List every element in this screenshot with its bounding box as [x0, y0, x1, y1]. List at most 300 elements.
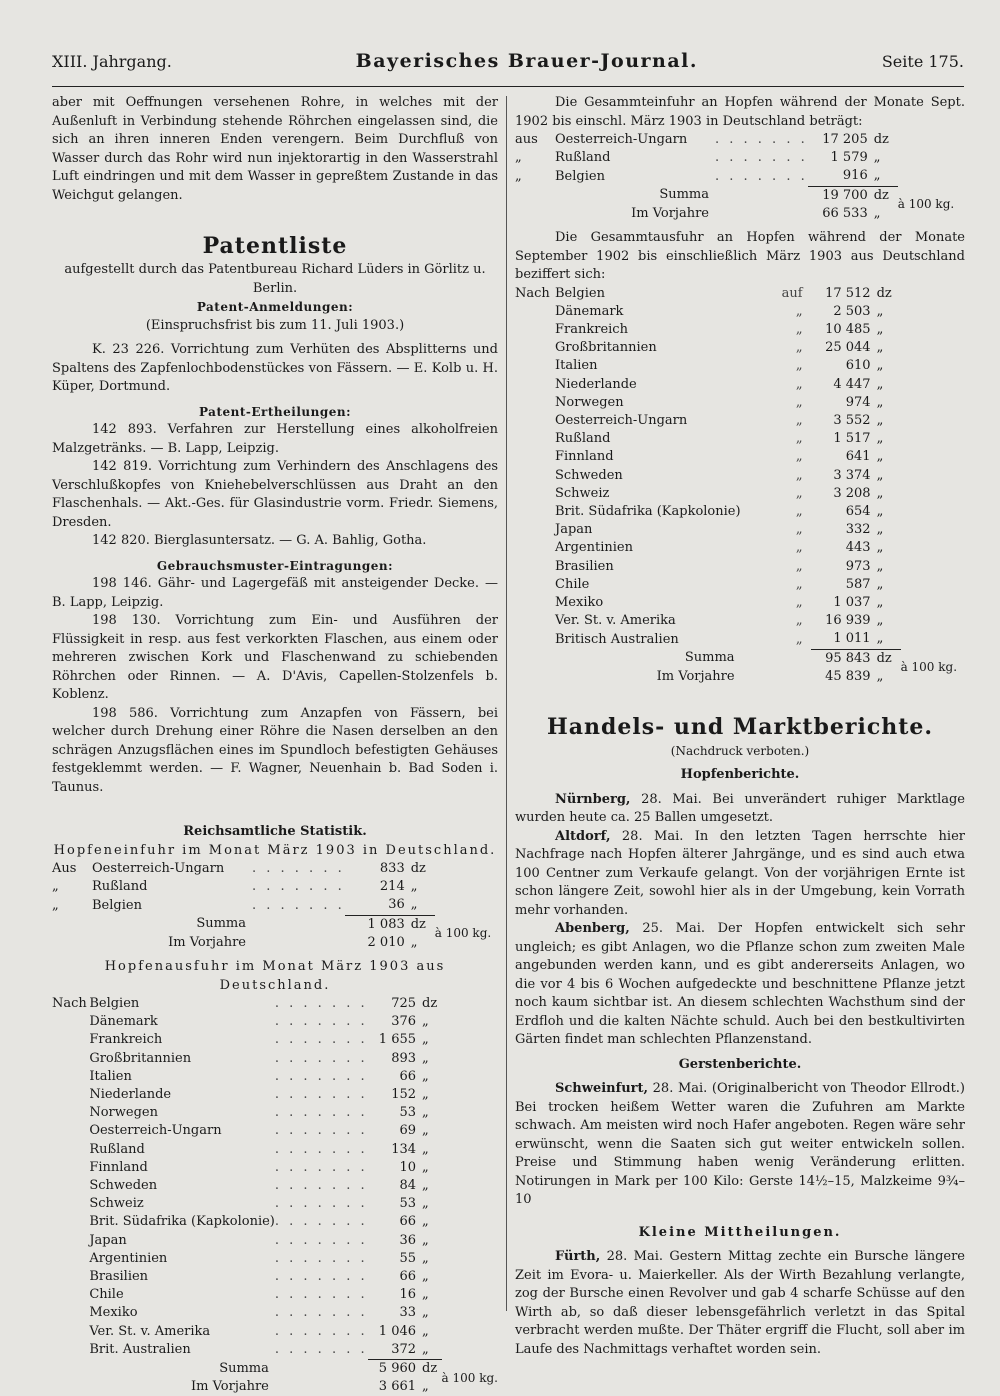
leader-dots: . . . . . . .: [274, 1050, 368, 1066]
leader-dots: . . . . . . .: [252, 897, 345, 913]
prev-year-unit: „: [410, 934, 418, 950]
table-row: [515, 131, 954, 149]
market-reports-title: Handels- und Marktberichte.: [546, 713, 934, 740]
quantity-unit: „: [876, 540, 884, 556]
patent-applications-heading: Patent-Anmeldungen:: [196, 300, 354, 314]
country-name: Oesterreich-Ungarn: [89, 1123, 222, 1139]
hop-report-entry: [515, 920, 965, 1050]
sum-unit: dz: [416, 1360, 442, 1379]
quantity-value: 66: [399, 1269, 417, 1285]
table-row: [52, 1304, 498, 1322]
table-row: [515, 467, 957, 485]
prev-year-value: 3 661: [378, 1379, 417, 1395]
quantity-unit: „: [876, 485, 884, 501]
right-column: [515, 94, 965, 1359]
prev-year-row: [515, 205, 954, 223]
report-place: Abenberg,: [555, 921, 630, 937]
report-text: 28. Mai. (Originalbericht von Theodor Ellrodt.) Bei trocken heißem Wetter waren die Zufuhren am Markte schwach. Am meisten wird noch Hafer angeboten. Regen wäre sehr erwünscht, wenn die Saaten sich gut weiter entwickeln sollen. Preise und Stimmung haben wenig Veränderung erlitten. Notirungen in Mark per 100 Kilo: Gerste 14½–15, Malzkeime 9¾–10: [515, 1081, 965, 1208]
country-prefix: [52, 1268, 89, 1286]
quantity-unit: dz: [876, 285, 892, 301]
table-row: [515, 539, 957, 557]
country-name: Großbritannien: [89, 1050, 192, 1066]
leader-dots: . . . . . . .: [274, 1232, 368, 1248]
table-row: [52, 1341, 498, 1360]
short-news-entry: [515, 1248, 965, 1359]
quantity-value: 2 503: [833, 303, 871, 319]
table-row: [52, 1177, 498, 1195]
table-row: [52, 1068, 498, 1086]
quantity-unit: „: [422, 1178, 429, 1194]
quantity-value: 916: [842, 168, 868, 184]
country-name: Dänemark: [89, 1014, 158, 1030]
total-export-intro: Die Gesammtausfuhr an Hopfen während der Monate September 1902 bis einschließlich März 1903 aus Deutschland beziffert sich:: [515, 230, 965, 283]
country-name: Brit. Südafrika (Kapkolonie): [555, 503, 741, 519]
quantity-mark: „: [795, 503, 803, 519]
country-name: Britisch Australien: [555, 631, 679, 647]
leader-dots: . . . . . . .: [274, 1287, 368, 1303]
country-prefix: „: [52, 879, 59, 895]
country-prefix: [515, 357, 555, 375]
country-name: Norwegen: [89, 1105, 158, 1121]
report-place: Nürnberg,: [555, 791, 631, 807]
table-row: [52, 1104, 498, 1122]
country-name: Argentinien: [555, 540, 633, 556]
sum-value: 5 960: [368, 1360, 416, 1379]
country-prefix: [52, 1323, 89, 1341]
hop-reports-heading: Hopfenberichte.: [680, 767, 800, 783]
total-export-table: [515, 285, 957, 686]
quantity-mark: „: [795, 631, 803, 647]
left-column: [52, 94, 498, 1396]
leader-dots: . . . . . . .: [274, 1214, 368, 1230]
prev-year-value: 2 010: [367, 934, 405, 950]
country-name: Oesterreich-Ungarn: [555, 132, 688, 147]
country-prefix: [52, 1031, 89, 1049]
quantity-value: 725: [391, 996, 417, 1012]
quantity-mark: „: [795, 321, 803, 337]
quantity-mark: „: [795, 467, 803, 483]
quantity-mark: „: [795, 394, 803, 410]
country-name: Belgien: [92, 897, 142, 913]
quantity-value: 36: [388, 897, 405, 913]
leader-dots: . . . . . . .: [715, 150, 808, 166]
table-row: [515, 167, 954, 186]
quantity-value: 3 208: [833, 485, 871, 501]
quantity-unit: „: [422, 1196, 429, 1212]
patent-grant-entry: 142 820. Bierglasuntersatz. — G. A. Bahlig, Gotha.: [92, 533, 427, 548]
leader-dots: . . . . . . .: [252, 879, 345, 895]
country-prefix: [52, 1195, 89, 1213]
country-prefix: Nach: [515, 285, 550, 301]
country-prefix: aus: [515, 132, 538, 147]
quantity-mark: „: [795, 358, 803, 374]
prev-year-row: [52, 1378, 498, 1396]
patent-list-title: Patentliste: [202, 233, 348, 259]
leader-dots: . . . . . . .: [274, 1087, 368, 1103]
quantity-mark: „: [795, 412, 803, 428]
sum-value: 19 700: [808, 186, 868, 205]
quantity-mark: „: [795, 340, 803, 356]
hop-import-table: [52, 860, 491, 952]
table-row: [52, 1031, 498, 1049]
table-row: [515, 394, 957, 412]
sum-row: [52, 1360, 498, 1379]
quantity-unit: „: [422, 1214, 429, 1230]
quantity-unit: „: [422, 1323, 429, 1339]
page-number: Seite 175.: [881, 52, 964, 71]
country-prefix: [515, 376, 555, 394]
country-prefix: [52, 1159, 89, 1177]
leader-dots: . . . . . . .: [274, 1305, 368, 1321]
unit-note: à 100 kg.: [900, 660, 958, 675]
table-row: [515, 303, 957, 321]
quantity-value: 3 374: [833, 467, 871, 483]
country-name: Frankreich: [555, 321, 628, 337]
hop-export-title: Hopfenausfuhr im Monat März 1903 aus Deutschland.: [104, 959, 446, 993]
patent-grant-entry: 142 893. Verfahren zur Herstellung eines alkoholfreien Malzgetränks. — B. Lapp, Leipzig.: [52, 422, 498, 456]
country-name: Norwegen: [555, 394, 624, 410]
unit-note: à 100 kg.: [441, 1370, 498, 1385]
report-place: Fürth,: [555, 1249, 601, 1265]
quantity-value: 3 552: [833, 412, 871, 428]
hop-report-entry: [515, 828, 965, 921]
reprint-note: (Nachdruck verboten.): [670, 743, 810, 758]
journal-title: Bayerisches Brauer-Journal.: [355, 50, 699, 72]
country-name: Ver. St. v. Amerika: [89, 1323, 211, 1339]
table-row: [52, 1086, 498, 1104]
quantity-unit: „: [876, 631, 884, 647]
quantity-unit: „: [422, 1232, 429, 1248]
quantity-mark: „: [795, 594, 803, 610]
country-name: Schweden: [555, 467, 623, 483]
country-prefix: [52, 1086, 89, 1104]
country-prefix: Aus: [52, 861, 77, 876]
quantity-mark: „: [795, 376, 803, 392]
quantity-mark: „: [795, 303, 803, 319]
table-row: [515, 558, 957, 576]
objection-period: (Einspruchsfrist bis zum 11. Juli 1903.): [145, 317, 405, 333]
table-row: [515, 321, 957, 339]
leader-dots: . . . . . . .: [274, 1105, 368, 1121]
country-prefix: Nach: [52, 996, 87, 1012]
quantity-unit: „: [422, 1250, 429, 1266]
utility-models-heading: Gebrauchsmuster-Eintragungen:: [156, 558, 394, 573]
prev-year-value: 66 533: [822, 205, 868, 221]
quantity-mark: auf: [781, 285, 803, 301]
quantity-mark: „: [795, 449, 803, 465]
country-name: Ver. St. v. Amerika: [555, 613, 676, 629]
table-row: [515, 285, 957, 303]
table-row: [515, 630, 957, 649]
country-prefix: [515, 539, 555, 557]
table-row: [515, 149, 954, 167]
country-name: Finnland: [555, 449, 614, 465]
report-place: Schweinfurt,: [555, 1081, 649, 1097]
quantity-value: 33: [399, 1305, 417, 1321]
prev-year-label: Im Vorjahre: [190, 1379, 269, 1395]
sum-row: [515, 186, 954, 205]
table-row: [52, 1159, 498, 1177]
sum-label: Summa: [196, 916, 246, 932]
country-name: Belgien: [555, 168, 605, 184]
short-news-heading: Kleine Mittheilungen.: [638, 1224, 842, 1240]
country-name: Niederlande: [89, 1087, 172, 1103]
prev-year-unit: „: [422, 1379, 429, 1395]
quantity-unit: „: [422, 1305, 429, 1321]
quantity-value: 36: [399, 1232, 417, 1248]
quantity-unit: „: [876, 358, 884, 374]
quantity-unit: „: [422, 1032, 429, 1048]
quantity-unit: „: [422, 1123, 429, 1139]
country-name: Brasilien: [89, 1269, 149, 1285]
quantity-value: 152: [391, 1087, 417, 1103]
table-row: [52, 1141, 498, 1159]
report-text: 28. Mai. In den letzten Tagen herrschte hier Nachfrage nach Hopfen älterer Jahrgänge, und es sind auch etwa 100 Centner zum Verkaufe gelangt. Von der vorjährigen Ernte ist schon längere Zeit, sowohl hier als in der Umgebung, kein Vorrath mehr vorhanden.: [515, 828, 965, 918]
quantity-unit: „: [422, 1068, 429, 1084]
utility-model-entry: 198 586. Vorrichtung zum Anzapfen von Fässern, bei welcher durch Drehung einer Röhre die Nasen derselben an den schrägen Anzugsflächen eines im Spundloch befestigten Gehäuses festgeklemmt werden. — F. Wagner, Neuenhain b. Bad Soden i. Taunus.: [52, 705, 498, 795]
country-name: Japan: [89, 1232, 127, 1248]
country-name: Schweden: [89, 1178, 158, 1194]
leader-dots: . . . . . . .: [274, 1068, 368, 1084]
sum-value: 95 843: [811, 649, 871, 668]
country-prefix: [515, 521, 555, 539]
quantity-unit: „: [876, 340, 884, 356]
sum-row: [52, 915, 491, 934]
country-prefix: „: [515, 168, 522, 184]
country-prefix: [52, 1250, 89, 1268]
hop-report-entry: [515, 791, 965, 828]
prev-year-row: [52, 934, 491, 952]
leader-dots: . . . . . . .: [274, 1269, 368, 1285]
table-row: [515, 612, 957, 630]
prev-year-value: 45 839: [825, 668, 871, 684]
prev-year-label: Im Vorjahre: [168, 934, 246, 950]
table-row: [52, 1050, 498, 1068]
country-prefix: [515, 448, 555, 466]
volume-label: XIII. Jahrgang.: [52, 52, 172, 71]
total-import-intro: Die Gesammteinfuhr an Hopfen während der Monate Sept. 1902 bis einschl. März 1903 in Deutschland beträgt:: [515, 95, 965, 129]
quantity-value: 372: [391, 1341, 417, 1357]
quantity-value: 973: [845, 558, 871, 574]
country-name: Finnland: [89, 1159, 148, 1175]
leader-dots: . . . . . . .: [274, 1196, 368, 1212]
patent-application-entry: K. 23 226. Vorrichtung zum Verhüten des Absplitterns und Spaltens des Zapfenlochbodenstückes von Fässern. — E. Kolb u. H. Küper, Dortmund.: [52, 342, 498, 394]
country-prefix: [515, 485, 555, 503]
table-row: [515, 448, 957, 466]
country-prefix: [515, 321, 555, 339]
report-text: 28. Mai. Gestern Mittag zechte ein Bursche längere Zeit im Evora- u. Maierkeller. Als der Wirth Bezahlung verlangte, zog der Bursche einen Revolver und gab 4 scharfe Schüsse auf den Wirth ab, so daß dieser lebensgefährlich verletzt in das Spital verbracht werden mußte. Der Thäter ergriff die Flucht, soll aber im Laufe des Nachmittags verhaftet worden sein.: [515, 1249, 965, 1357]
country-prefix: [52, 1068, 89, 1086]
quantity-value: 443: [845, 540, 871, 556]
leader-dots: . . . . . . .: [274, 1323, 368, 1339]
quantity-value: 1 517: [833, 431, 871, 447]
quantity-value: 17 512: [825, 285, 871, 301]
country-name: Oesterreich-Ungarn: [555, 412, 688, 428]
quantity-unit: „: [422, 1159, 429, 1175]
quantity-value: 134: [391, 1141, 417, 1157]
total-import-table: [515, 131, 954, 223]
quantity-unit: dz: [873, 132, 889, 147]
country-prefix: [515, 630, 555, 649]
utility-model-entry: 198 130. Vorrichtung zum Ein- und Ausführen der Flüssigkeit in resp. aus fest verkorkten Flaschen, aus einem oder mehreren zwischen Kork und Flaschenwand zu schiebenden Röhrchen oder Rinnen. — A. D'Avis, Capellen-Stolzenfels b. Koblenz.: [52, 613, 498, 702]
barley-report-entry: [515, 1080, 965, 1210]
quantity-value: 1 655: [378, 1032, 417, 1048]
country-name: Mexiko: [555, 594, 604, 610]
quantity-value: 214: [379, 879, 405, 895]
quantity-unit: „: [876, 558, 884, 574]
quantity-value: 84: [399, 1178, 417, 1194]
sum-label: Summa: [684, 650, 735, 666]
country-prefix: [52, 1213, 89, 1231]
leader-dots: . . . . . . .: [274, 1032, 368, 1048]
country-name: Rußland: [555, 431, 611, 447]
country-name: Chile: [89, 1287, 124, 1303]
quantity-value: 376: [391, 1014, 417, 1030]
country-prefix: [515, 339, 555, 357]
country-name: Rußland: [92, 879, 148, 895]
table-row: [515, 503, 957, 521]
prev-year-row: [515, 668, 957, 686]
country-name: Niederlande: [555, 376, 637, 392]
country-prefix: [52, 1122, 89, 1140]
quantity-value: 893: [391, 1050, 417, 1066]
quantity-unit: „: [876, 467, 884, 483]
quantity-unit: „: [873, 150, 881, 166]
country-prefix: [515, 558, 555, 576]
country-name: Oesterreich-Ungarn: [92, 861, 225, 876]
quantity-value: 53: [399, 1105, 417, 1121]
table-row: [52, 1213, 498, 1231]
quantity-mark: „: [795, 431, 803, 447]
table-row: [52, 1268, 498, 1286]
country-prefix: [52, 1286, 89, 1304]
country-prefix: [515, 576, 555, 594]
country-prefix: [515, 412, 555, 430]
country-name: Rußland: [89, 1141, 145, 1157]
quantity-value: 17 205: [822, 132, 868, 147]
table-row: [52, 896, 491, 915]
quantity-value: 833: [379, 861, 405, 876]
report-text: 25. Mai. Der Hopfen entwickelt sich sehr ungleich; es gibt Anlagen, wo die Pflanze schon zum zweiten Male angebunden werden kann, und es gibt andererseits Anlagen, wo die vor 4 bis 6 Wochen aufgedeckte und beschnittene Pflanze jetzt noch kaum sichtbar ist. An diesem schlechten Wachsthum sind der Erdfloh und die kalten Nächte schuld. Auch bei den bestkultivirten Gärten findet man schlechten Pflanzenstand.: [515, 921, 965, 1048]
prev-year-label: Im Vorjahre: [631, 205, 709, 221]
country-name: Brasilien: [555, 558, 614, 574]
quantity-unit: „: [876, 412, 884, 428]
country-name: Schweiz: [89, 1196, 144, 1212]
table-row: [52, 878, 491, 896]
prev-year-unit: „: [876, 668, 884, 684]
table-row: [515, 430, 957, 448]
quantity-unit: „: [422, 1014, 429, 1030]
quantity-value: 1 046: [378, 1323, 417, 1339]
country-prefix: [515, 594, 555, 612]
patent-list-subtitle: aufgestellt durch das Patentbureau Richard Lüders in Görlitz u. Berlin.: [64, 262, 486, 296]
unit-note: à 100 kg.: [434, 926, 492, 941]
quantity-unit: „: [422, 1269, 429, 1285]
table-row: [515, 594, 957, 612]
utility-model-entry: 198 146. Gähr- und Lagergefäß mit ansteigender Decke. — B. Lapp, Leipzig.: [52, 576, 498, 610]
prev-year-label: Im Vorjahre: [656, 668, 735, 684]
prev-year-unit: „: [873, 205, 881, 221]
country-name: Schweiz: [555, 485, 610, 501]
table-row: [515, 376, 957, 394]
table-row: [52, 1195, 498, 1213]
table-row: [52, 1323, 498, 1341]
table-row: [52, 1250, 498, 1268]
country-prefix: [515, 303, 555, 321]
country-prefix: [515, 430, 555, 448]
sum-unit: dz: [871, 649, 901, 668]
quantity-value: 1 579: [830, 150, 868, 166]
country-prefix: [52, 1341, 89, 1360]
quantity-unit: dz: [422, 996, 438, 1012]
quantity-unit: „: [422, 1105, 429, 1121]
table-row: [515, 576, 957, 594]
header-rule: [52, 86, 964, 87]
country-name: Chile: [555, 576, 590, 592]
page-header: [52, 52, 964, 82]
quantity-value: 25 044: [825, 340, 871, 356]
table-row: [515, 485, 957, 503]
quantity-unit: „: [422, 1287, 429, 1303]
column-divider: [506, 96, 507, 1311]
country-name: Belgien: [89, 996, 140, 1012]
table-row: [52, 1232, 498, 1250]
leader-dots: . . . . . . .: [274, 1123, 368, 1139]
quantity-value: 53: [399, 1196, 417, 1212]
country-prefix: [515, 503, 555, 521]
report-text: 28. Mai. Bei unverändert ruhiger Marktlage wurden heute ca. 25 Ballen umgesetzt.: [515, 791, 965, 826]
country-name: Brit. Südafrika (Kapkolonie): [89, 1214, 275, 1230]
country-prefix: [515, 467, 555, 485]
report-place: Altdorf,: [555, 828, 611, 844]
country-prefix: „: [515, 150, 522, 166]
quantity-unit: „: [422, 1050, 429, 1066]
country-prefix: „: [52, 897, 59, 913]
leader-dots: . . . . . . .: [274, 1250, 368, 1266]
country-name: Mexiko: [89, 1305, 138, 1321]
country-name: Rußland: [555, 150, 611, 166]
patent-grants-heading: Patent-Ertheilungen:: [198, 404, 352, 419]
leader-dots: . . . . . . .: [715, 168, 808, 184]
country-prefix: [52, 1013, 89, 1031]
quantity-unit: „: [876, 594, 884, 610]
sum-label: Summa: [659, 187, 709, 203]
quantity-unit: „: [876, 503, 884, 519]
leader-dots: . . . . . . .: [274, 1014, 368, 1030]
hop-import-title: Hopfeneinfuhr im Monat März 1903 in Deutschland.: [53, 842, 497, 858]
table-row: [515, 339, 957, 357]
leader-dots: . . . . . . .: [274, 1159, 368, 1175]
quantity-mark: „: [795, 576, 803, 592]
patent-grant-entry: 142 819. Vorrichtung zum Verhindern des Anschlagens des Verschlußkopfes von Kniehebelverschlüssen aus Draht an den Flaschenhals. — Akt.-Ges. für Glasindustrie vorm. Friedr. Siemens, Dresden.: [52, 459, 498, 530]
country-prefix: [52, 1050, 89, 1068]
table-row: [515, 521, 957, 539]
leader-dots: . . . . . . .: [274, 1178, 368, 1194]
table-row: [515, 412, 957, 430]
statistics-title: Reichsamtliche Statistik.: [183, 824, 367, 839]
sum-value: 1 083: [345, 915, 405, 934]
table-row: [52, 1286, 498, 1304]
quantity-value: 1 037: [833, 594, 871, 610]
quantity-mark: „: [795, 485, 803, 501]
sum-unit: dz: [868, 186, 898, 205]
unit-note: à 100 kg.: [897, 197, 955, 212]
quantity-value: 10: [399, 1159, 417, 1175]
country-name: Brit. Australien: [89, 1342, 191, 1358]
quantity-value: 332: [845, 522, 871, 538]
quantity-unit: „: [876, 449, 884, 465]
quantity-value: 10 485: [825, 321, 871, 337]
